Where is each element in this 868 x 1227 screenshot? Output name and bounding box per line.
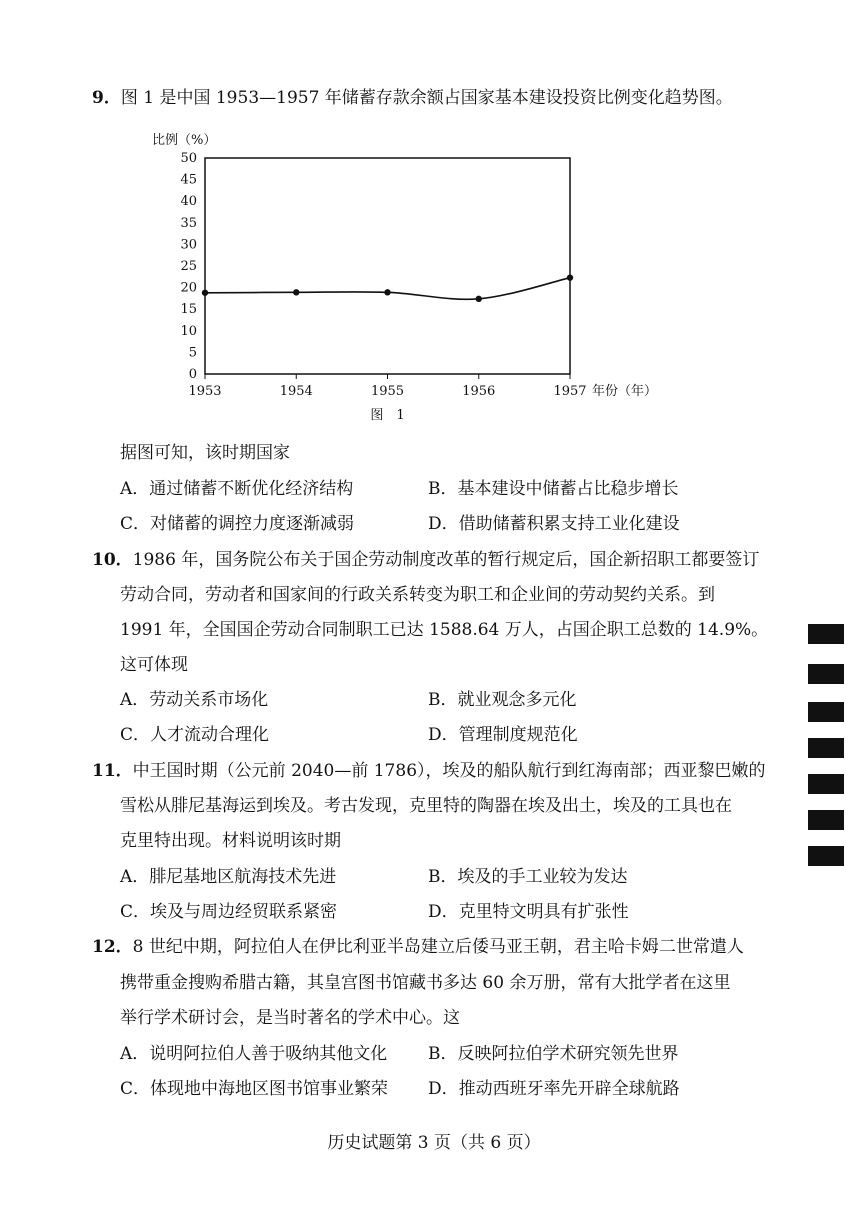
question-11-option-c[interactable]: C．埃及与周边经贸联系紧密 xyxy=(120,902,338,922)
x-tick-label: 1956 xyxy=(462,384,496,399)
question-12-line-3: 举行学术研讨会，是当时著名的学术中心。这 xyxy=(120,1008,460,1028)
y-tick-label: 25 xyxy=(180,259,197,274)
y-axis-ticks xyxy=(180,151,197,382)
question-12-number: 12． xyxy=(92,937,133,957)
y-tick-label: 40 xyxy=(180,194,197,210)
page-footer: 历史试题第 3 页（共 6 页） xyxy=(327,1133,541,1153)
question-12-option-b[interactable]: B．反映阿拉伯学术研究领先世界 xyxy=(428,1044,679,1064)
question-11-option-d[interactable]: D．克里特文明具有扩张性 xyxy=(428,902,629,922)
y-tick-label: 45 xyxy=(180,172,197,188)
side-registration-mark xyxy=(808,664,844,684)
question-12-option-c[interactable]: C．体现地中海地区图书馆事业繁荣 xyxy=(120,1079,389,1099)
data-point-1957 xyxy=(567,274,573,280)
question-11-line-3: 克里特出现。材料说明该时期 xyxy=(120,831,341,851)
savings-ratio-line-chart xyxy=(150,128,690,428)
question-12-option-d[interactable]: D．推动西班牙率先开辟全球航路 xyxy=(428,1079,680,1099)
question-10-number: 10． xyxy=(92,550,133,570)
x-axis-ticks xyxy=(188,374,586,399)
side-registration-mark xyxy=(808,810,844,830)
y-tick-label: 15 xyxy=(180,302,197,318)
question-10-option-a[interactable]: A．劳动关系市场化 xyxy=(120,690,269,710)
question-10-option-d[interactable]: D．管理制度规范化 xyxy=(428,725,578,745)
question-11-line-1: 11．中王国时期（公元前 2040—前 1786），埃及的船队航行到红海南部；西亚黎巴嫩的 xyxy=(92,761,766,781)
question-12-line-2: 携带重金搜购希腊古籍，其皇宫图书馆藏书多达 60 余万册，常有大批学者在这里 xyxy=(120,973,731,993)
x-axis-label: 年份（年） xyxy=(592,384,658,399)
question-10-line-2: 劳动合同，劳动者和国家间的行政关系转变为职工和企业间的劳动契约关系。到 xyxy=(120,585,715,605)
question-9-option-c[interactable]: C．对储蓄的调控力度逐渐减弱 xyxy=(120,514,355,534)
y-axis-label: 比例（%） xyxy=(152,133,217,148)
y-tick-label: 30 xyxy=(180,237,197,253)
x-tick-label: 1955 xyxy=(370,384,405,399)
question-10-option-c[interactable]: C．人才流动合理化 xyxy=(120,725,270,745)
side-registration-mark xyxy=(808,774,844,794)
question-11-line-2: 雪松从腓尼基海运到埃及。考古发现，克里特的陶器在埃及出土，埃及的工具也在 xyxy=(120,796,732,816)
side-registration-mark xyxy=(808,624,844,644)
question-9-option-b[interactable]: B．基本建设中储蓄占比稳步增长 xyxy=(428,479,679,499)
y-tick-label: 0 xyxy=(188,367,197,382)
y-tick-label: 5 xyxy=(188,345,197,361)
question-9-line-1: 9．图 1 是中国 1953—1957 年储蓄存款余额占国家基本建设投资比例变化趋势图。 xyxy=(92,88,733,108)
x-tick-label: 1954 xyxy=(279,384,313,399)
x-tick-label: 1953 xyxy=(188,384,222,399)
question-10-line-4: 这可体现 xyxy=(120,655,188,675)
figure-caption: 图 1 xyxy=(370,408,405,423)
side-registration-mark xyxy=(808,702,844,722)
y-tick-label: 10 xyxy=(180,323,197,339)
data-points xyxy=(202,274,573,302)
question-9-stem-end: 据图可知，该时期国家 xyxy=(120,443,290,463)
question-10-line-1: 10．1986 年，国务院公布关于国企劳动制度改革的暂行规定后，国企新招职工都要签订 xyxy=(92,550,760,570)
question-9-option-a[interactable]: A．通过储蓄不断优化经济结构 xyxy=(120,479,354,499)
x-tick-label: 1957 xyxy=(553,384,587,399)
question-10-option-b[interactable]: B．就业观念多元化 xyxy=(428,690,577,710)
side-registration-mark xyxy=(808,738,844,758)
series-line xyxy=(205,278,570,300)
data-point-1954 xyxy=(293,289,299,295)
y-tick-label: 50 xyxy=(180,151,197,166)
plot-frame xyxy=(205,158,570,374)
question-11-option-a[interactable]: A．腓尼基地区航海技术先进 xyxy=(120,867,337,887)
y-tick-label: 20 xyxy=(180,280,197,296)
question-11-number: 11． xyxy=(92,761,133,781)
data-point-1956 xyxy=(476,296,482,302)
question-10-line-3: 1991 年，全国国企劳动合同制职工已达 1588.64 万人，占国企职工总数的 14.9%。 xyxy=(120,620,769,640)
question-11-option-b[interactable]: B．埃及的手工业较为发达 xyxy=(428,867,628,887)
data-point-1955 xyxy=(384,289,390,295)
y-tick-label: 35 xyxy=(180,215,197,231)
side-registration-mark xyxy=(808,846,844,866)
question-9-number: 9． xyxy=(92,88,121,108)
data-point-1953 xyxy=(202,290,208,296)
question-9-option-d[interactable]: D．借助储蓄积累支持工业化建设 xyxy=(428,514,680,534)
question-12-option-a[interactable]: A．说明阿拉伯人善于吸纳其他文化 xyxy=(120,1044,388,1064)
question-12-line-1: 12．8 世纪中期，阿拉伯人在伊比利亚半岛建立后倭马亚王朝，君主哈卡姆二世常遣人 xyxy=(92,937,744,957)
